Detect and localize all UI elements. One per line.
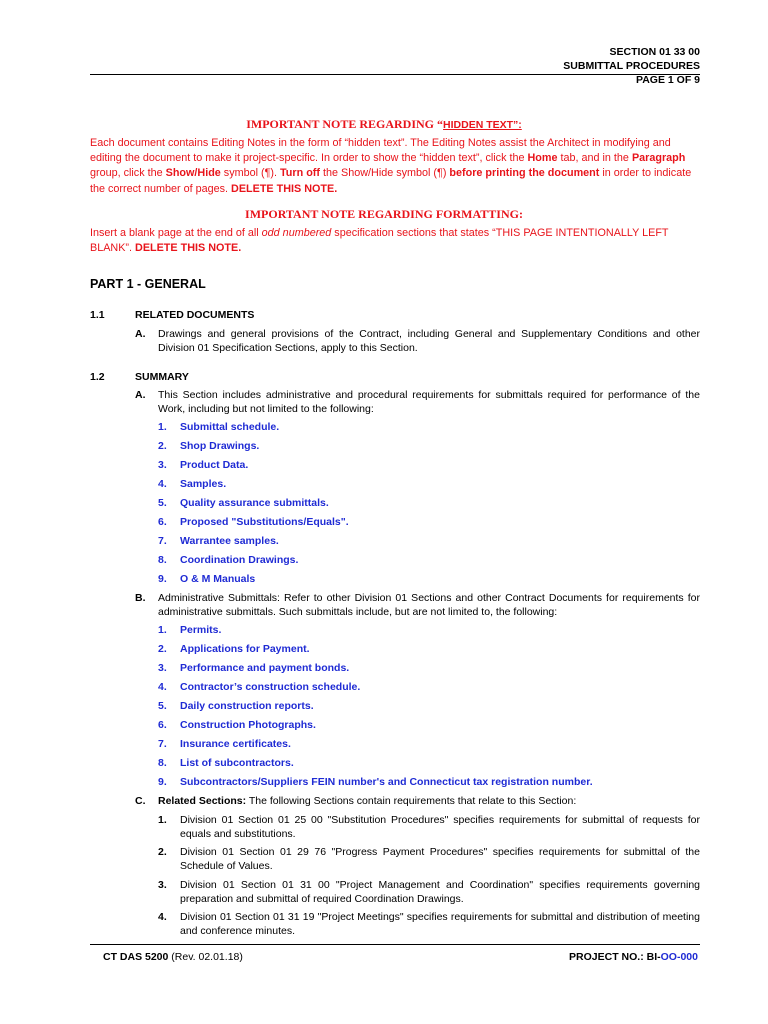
paragraph-letter: A. bbox=[135, 389, 146, 401]
hidden-text-note-body: Each document contains Editing Notes in the form of “hidden text”. The Editing Notes assist the Architect in modifying and editing the document to make it project-specific. In order to show the “hidden text”, click the Home tab, and in the Paragraph group, click the Show/Hide symbol (¶). Turn off the Show/Hide symbol (¶) before printing the document in order to indicate the correct number of pages. DELETE THIS NOTE. bbox=[90, 137, 692, 195]
formatting-note-title: IMPORTANT NOTE REGARDING FORMATTING: bbox=[245, 207, 523, 221]
section-number: SECTION 01 33 00 bbox=[609, 46, 700, 58]
list-item: 6. Construction Photographs. bbox=[158, 719, 316, 731]
subparagraph-number: 1. bbox=[158, 814, 167, 826]
list-item: 2. Shop Drawings. bbox=[158, 440, 260, 452]
list-item: 4. Contractor’s construction schedule. bbox=[158, 681, 361, 693]
part-title: PART 1 - GENERAL bbox=[90, 277, 206, 291]
article-number: 1.1 bbox=[90, 309, 105, 321]
paragraph-letter: C. bbox=[135, 795, 146, 807]
subparagraph-text: Division 01 Section 01 29 76 "Progress Payment Procedures" specifies requirements for submittal of the Schedule of Values. bbox=[180, 846, 700, 872]
section-title: SUBMITTAL PROCEDURES bbox=[563, 60, 700, 72]
page-number: PAGE 1 OF 9 bbox=[636, 74, 700, 86]
list-item: 3. Product Data. bbox=[158, 459, 249, 471]
paragraph-letter: B. bbox=[135, 592, 146, 604]
list-item: 7. Warrantee samples. bbox=[158, 535, 279, 547]
list-item: 5. Quality assurance submittals. bbox=[158, 497, 329, 509]
page-header bbox=[563, 45, 700, 87]
paragraph-text: Administrative Submittals: Refer to other Division 01 Sections and other Contract Documents for requirements for administrative submittals. Such submittals include, but are not limited to, the following: bbox=[158, 592, 700, 618]
formatting-note-body: Insert a blank page at the end of all odd numbered specification sections that states “THIS PAGE INTENTIONALLY LEFT BLANK”. DELETE THIS NOTE. bbox=[90, 227, 669, 255]
list-item: 7. Insurance certificates. bbox=[158, 738, 291, 750]
list-item: 2. Applications for Payment. bbox=[158, 643, 310, 655]
list-item: 9. O & M Manuals bbox=[158, 573, 256, 585]
subparagraph-number: 4. bbox=[158, 911, 167, 923]
list-item: 4. Samples. bbox=[158, 478, 227, 490]
list-item: 5. Daily construction reports. bbox=[158, 700, 314, 712]
subparagraph-number: 3. bbox=[158, 879, 167, 891]
article-title: RELATED DOCUMENTS bbox=[135, 309, 255, 321]
list-item: 1. Permits. bbox=[158, 624, 222, 636]
list-item: 1. Submittal schedule. bbox=[158, 421, 280, 433]
project-number: PROJECT NO.: BI-OO-000 bbox=[569, 951, 698, 963]
article-number: 1.2 bbox=[90, 371, 105, 383]
paragraph-text: Related Sections: The following Sections contain requirements that relate to this Section: bbox=[158, 795, 577, 807]
subparagraph-text: Division 01 Section 01 25 00 "Substitution Procedures" specifies requirements for submittal of requests for equals and substitutions. bbox=[180, 814, 700, 840]
list-item: 8. List of subcontractors. bbox=[158, 757, 294, 769]
list-item: 6. Proposed "Substitutions/Equals". bbox=[158, 516, 349, 528]
list-item: 8. Coordination Drawings. bbox=[158, 554, 299, 566]
article-title: SUMMARY bbox=[135, 371, 189, 383]
hidden-text-note-title: IMPORTANT NOTE REGARDING “HIDDEN TEXT”: bbox=[246, 117, 522, 131]
subparagraph-number: 2. bbox=[158, 846, 167, 858]
paragraph-text: This Section includes administrative and procedural requirements for submittals required for performance of the Work, including but not limited to the following: bbox=[158, 389, 700, 415]
list-item: 3. Performance and payment bonds. bbox=[158, 662, 350, 674]
list-item: 9. Subcontractors/Suppliers FEIN number's and Connecticut tax registration number. bbox=[158, 776, 593, 788]
footer-rule bbox=[90, 944, 700, 945]
subparagraph-text: Division 01 Section 01 31 19 "Project Meetings" specifies requirements for submittal and distribution of meeting and conference minutes. bbox=[180, 911, 700, 937]
paragraph-text: Drawings and general provisions of the Contract, including General and Supplementary Conditions and other Division 01 Specification Sections, apply to this Section. bbox=[158, 328, 700, 354]
paragraph-letter: A. bbox=[135, 328, 146, 340]
header-rule bbox=[90, 74, 700, 75]
form-number: CT DAS 5200 (Rev. 02.01.18) bbox=[103, 951, 243, 963]
subparagraph-text: Division 01 Section 01 31 00 "Project Management and Coordination" specifies requirements governing preparation and submittal of required Coordination Drawings. bbox=[180, 879, 700, 905]
